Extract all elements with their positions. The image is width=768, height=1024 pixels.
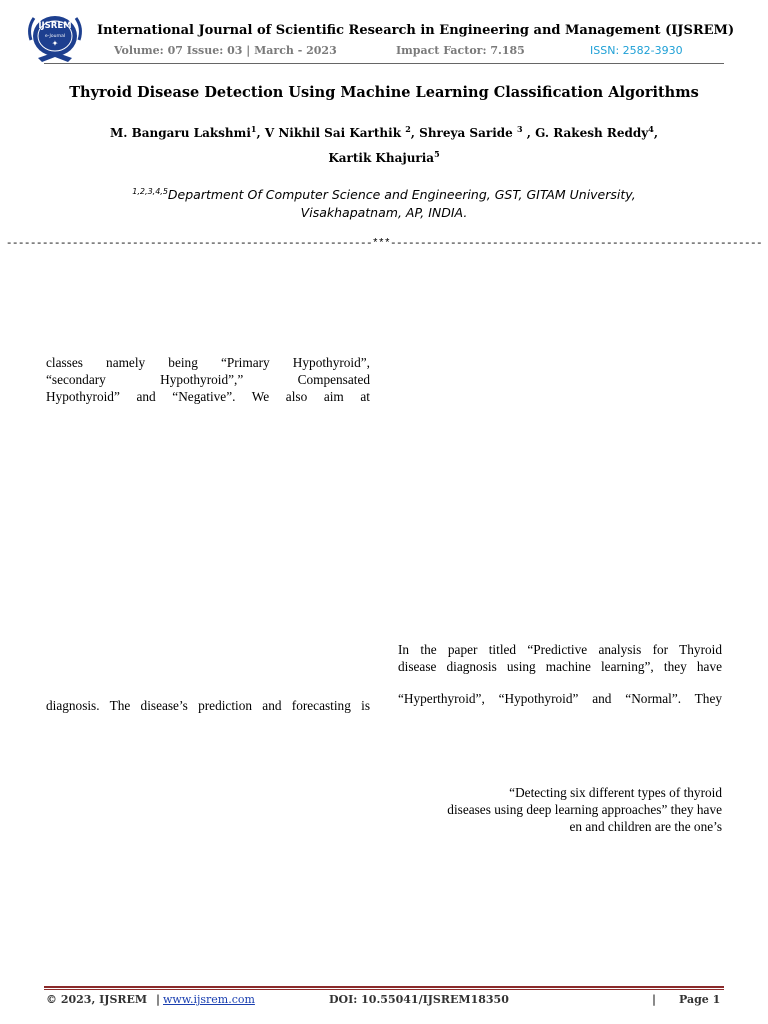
text-line: In the paper titled “Predictive analysis for Thyroid — [398, 642, 722, 657]
right-paragraph-2 — [398, 690, 722, 707]
logo-subtext: e-Journal — [44, 34, 66, 39]
affiliation-line: Department Of Computer Science and Engineering, GST, GITAM University, — [167, 187, 636, 202]
text-line: Hypothyroid” and “Negative”. We also aim at — [46, 389, 370, 404]
paper-title: Thyroid Disease Detection Using Machine Learning Classification Algorithms — [69, 84, 699, 101]
footer-copyright: © 2023, IJSREM — [46, 993, 148, 1006]
footer-doi: DOI: 10.55041/IJSREM18350 — [329, 993, 509, 1006]
footer-separator: | — [652, 993, 657, 1006]
affiliation-marks: 1,2,3,4,5 — [132, 186, 168, 196]
author-mark: 4 — [648, 124, 654, 134]
text-line: “Hyperthyroid”, “Hypothyroid” and “Normal”. They — [398, 691, 722, 706]
author-mark: 2 — [405, 124, 411, 134]
right-paragraph-3 — [398, 784, 722, 835]
impact-factor: Impact Factor: 7.185 — [396, 44, 525, 57]
footer-rule — [44, 989, 724, 990]
volume-issue: Volume: 07 Issue: 03 | March - 2023 — [114, 44, 337, 57]
text-line: classes namely being “Primary Hypothyroid”, — [46, 355, 370, 370]
section-divider: -------------------------------------------------------------***-------------------------------------------------------------- — [5, 238, 763, 250]
text-line: “secondary Hypothyroid”,” Compensated — [46, 372, 370, 387]
text-line: diseases using deep learning approaches” they have — [447, 802, 722, 817]
author-name: G. Rakesh Reddy — [535, 126, 649, 140]
left-paragraph-2 — [46, 697, 370, 714]
text-line: diagnosis. The disease’s prediction and forecasting is — [46, 698, 370, 713]
footer-separator: | — [156, 993, 161, 1006]
page-number: Page 1 — [679, 993, 721, 1006]
author-name: V Nikhil Sai Karthik — [264, 126, 402, 140]
author-name: Shreya Saride — [419, 126, 513, 140]
journal-title: International Journal of Scientific Research in Engineering and Management (IJSREM) — [97, 23, 735, 38]
author-mark: 1 — [250, 124, 257, 134]
author-name: Kartik Khajuria — [328, 151, 435, 165]
left-paragraph-1 — [46, 354, 370, 405]
text-line: en and children are the one’s — [569, 819, 722, 834]
svg-text:✦: ✦ — [51, 39, 59, 48]
header-rule — [44, 63, 724, 64]
author-mark: 5 — [434, 149, 440, 159]
journal-logo — [22, 6, 88, 64]
author-list: M. Bangaru Lakshmi$^1$, V Nikhil Sai Karthik $^2$, Shreya Saride $^3$ , G. Rakesh Reddy$^4$, Kartik Khajuria$^5$ — [109, 124, 659, 165]
affiliation — [80, 186, 688, 222]
issn: ISSN: 2582-3930 — [590, 44, 683, 57]
logo-wordmark: IJSREM — [38, 21, 72, 31]
text-line: “Detecting six different types of thyroid — [509, 785, 722, 800]
affiliation-line: Visakhapatnam, AP, INDIA. — [300, 205, 468, 220]
footer-rule — [44, 986, 724, 988]
author-name: M. Bangaru Lakshmi — [109, 126, 251, 140]
right-paragraph-1 — [398, 641, 722, 675]
text-line: disease diagnosis using machine learning”, they have — [398, 659, 722, 674]
author-mark: 3 — [516, 124, 523, 134]
website-link[interactable]: www.ijsrem.com — [163, 993, 255, 1006]
